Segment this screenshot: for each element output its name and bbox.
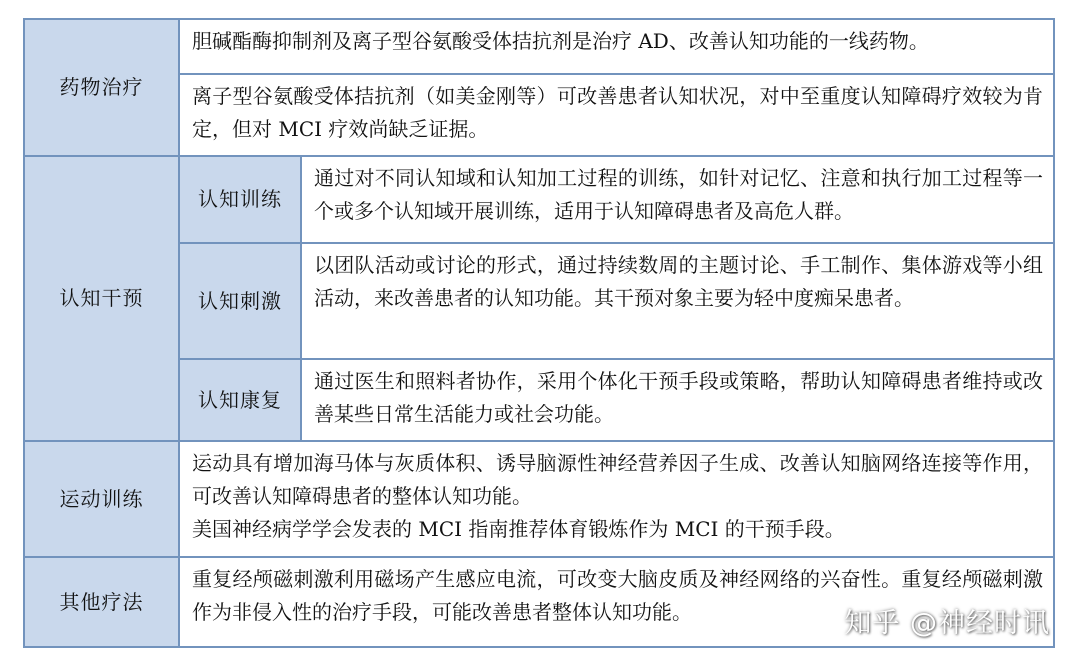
training-text: 通过对不同认知域和认知加工过程的训练，如针对记忆、注意和执行加工过程等一个或多个认知域开展训练，适用于认知障碍患者及高危人群。 xyxy=(314,166,1043,223)
treatment-table xyxy=(23,18,1055,648)
row-label-drug xyxy=(25,20,180,155)
stimulation-content xyxy=(302,244,1053,358)
row-label-other-text: 其他疗法 xyxy=(59,589,144,614)
row-label-cognitive xyxy=(25,157,180,440)
sublabel-stimulation xyxy=(180,244,302,358)
other-text: 重复经颅磁刺激利用磁场产生感应电流，可改变大脑皮质及神经网络的兴奋性。重复经颅磁刺激作为非侵入性的治疗手段，可能改善患者整体认知功能。 xyxy=(192,567,1043,624)
exercise-content xyxy=(180,442,1053,556)
rehab-content xyxy=(302,360,1053,440)
exercise-text-2: 美国神经病学学会发表的 MCI 指南推荐体育锻炼作为 MCI 的干预手段。 xyxy=(192,517,845,541)
sublabel-training xyxy=(180,157,302,242)
watermark-brand: 知乎 @神经时讯 xyxy=(844,608,1050,639)
row-label-exercise-text: 运动训练 xyxy=(59,486,144,511)
row-label-cognitive-text: 认知干预 xyxy=(59,286,144,310)
row-label-exercise xyxy=(25,442,180,556)
sublabel-training-text: 认知训练 xyxy=(198,187,282,211)
sublabel-stimulation-text: 认知刺激 xyxy=(198,288,282,313)
sublabel-rehab xyxy=(180,360,302,440)
drug-text-2: 离子型谷氨酸受体拮抗剂（如美金刚等）可改善患者认知状况，对中至重度认知障碍疗效较为肯定，但对 MCI 疗效尚缺乏证据。 xyxy=(192,84,1043,141)
row-label-drug-text: 药物治疗 xyxy=(59,75,144,99)
drug-content-2 xyxy=(180,75,1053,155)
exercise-text-1: 运动具有增加海马体与灰质体积、诱导脑源性神经营养因子生成、改善认知脑网络连接等作用，可改善认知障碍患者的整体认知功能。 xyxy=(192,451,1043,508)
row-label-other xyxy=(25,558,180,646)
stimulation-text: 以团队活动或讨论的形式，通过持续数周的主题讨论、手工制作、集体游戏等小组活动，来改善患者的认知功能。其干预对象主要为轻中度痴呆患者。 xyxy=(314,253,1043,310)
training-content xyxy=(302,157,1053,242)
rehab-text: 通过医生和照料者协作，采用个体化干预手段或策略，帮助认知障碍患者维持或改善某些日常生活能力或社会功能。 xyxy=(314,369,1043,426)
drug-content-1 xyxy=(180,20,1053,73)
sublabel-rehab-text: 认知康复 xyxy=(198,387,282,412)
drug-text-1: 胆碱酯酶抑制剂及离子型谷氨酸受体拮抗剂是治疗 AD、改善认知功能的一线药物。 xyxy=(192,29,929,53)
